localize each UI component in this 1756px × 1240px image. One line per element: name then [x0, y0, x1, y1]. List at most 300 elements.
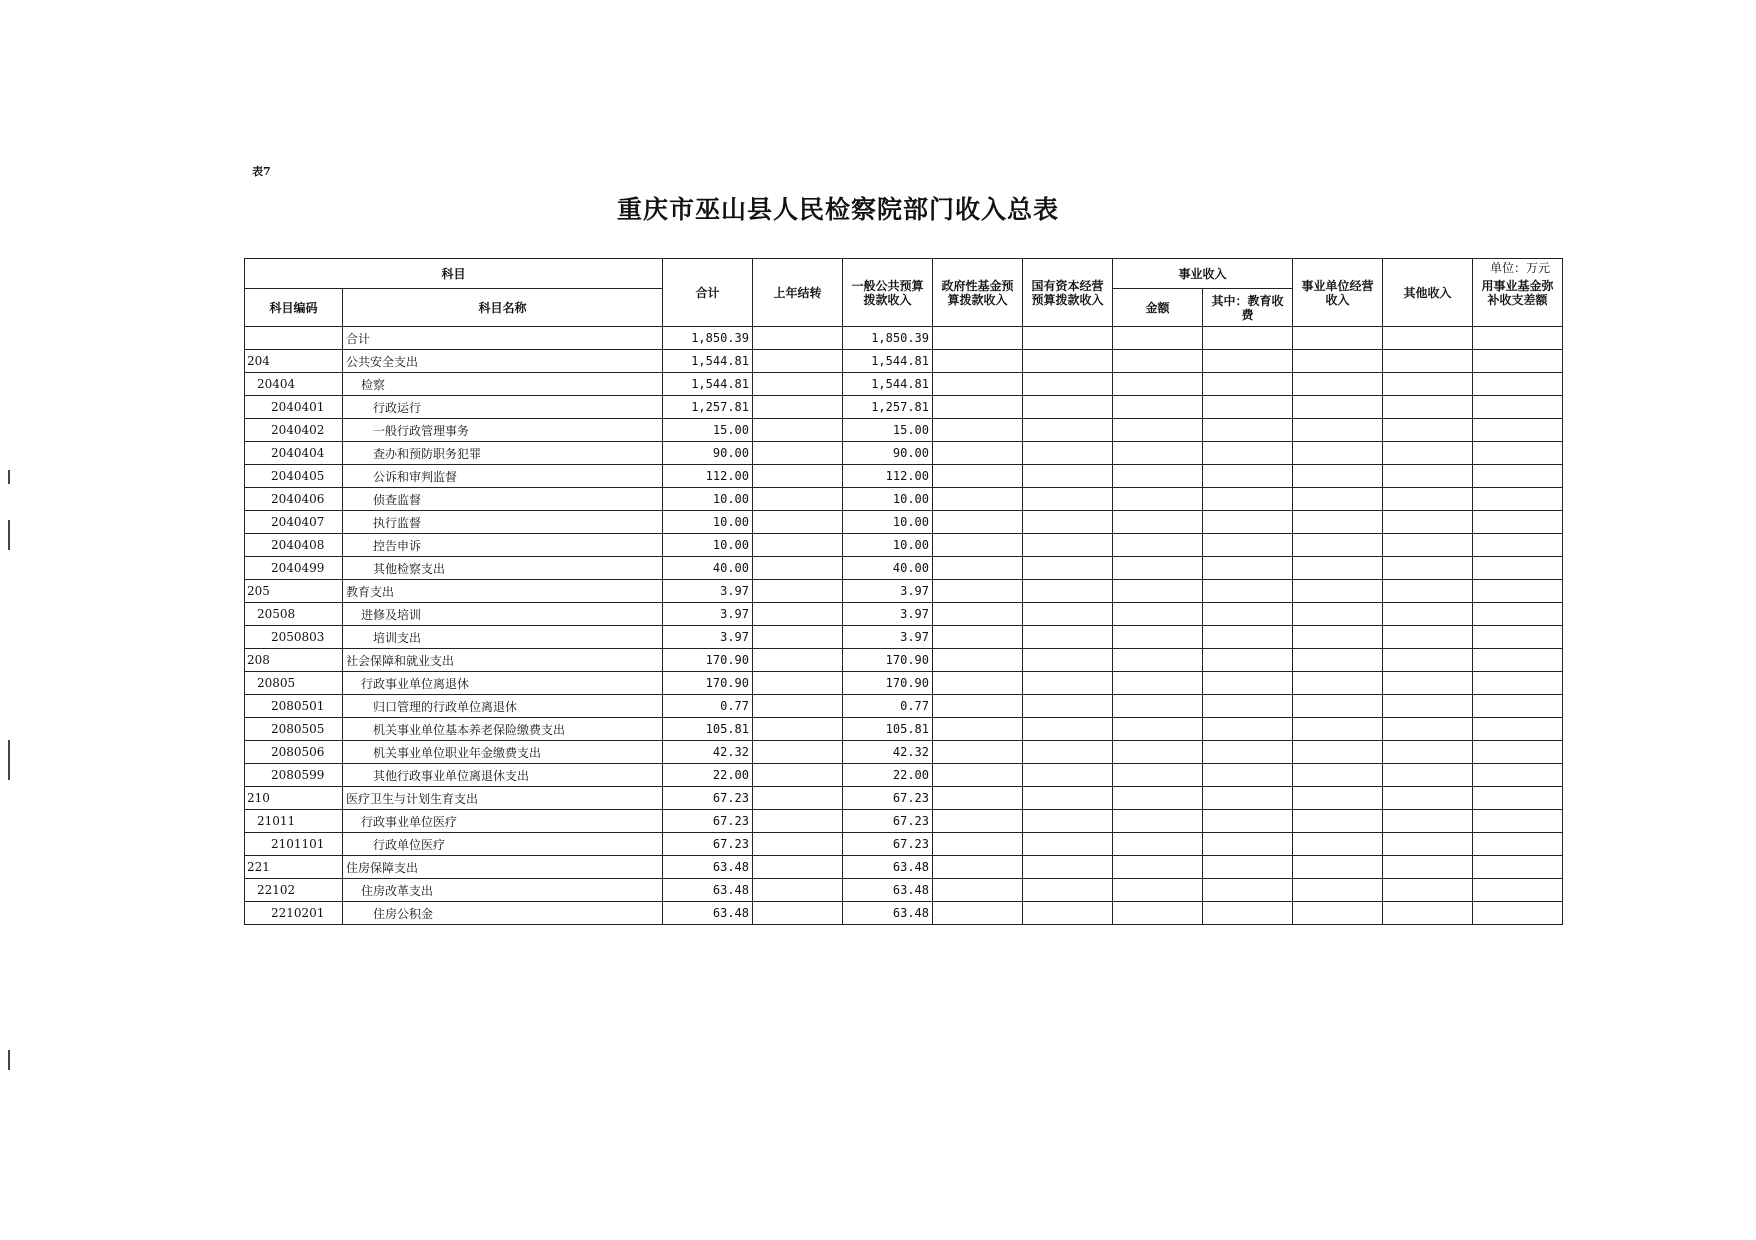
state-capital-cell	[1023, 442, 1113, 465]
unit-operating-cell	[1293, 649, 1383, 672]
unit-operating-cell	[1293, 373, 1383, 396]
subject-name-cell: 行政事业单位医疗	[343, 810, 663, 833]
general-cell: 67.23	[843, 833, 933, 856]
subject-name-cell: 教育支出	[343, 580, 663, 603]
unit-operating-cell	[1293, 465, 1383, 488]
carryover-cell	[753, 373, 843, 396]
unit-operating-cell	[1293, 580, 1383, 603]
fund-offset-cell	[1473, 902, 1563, 925]
subject-name-cell: 执行监督	[343, 511, 663, 534]
other-income-cell	[1383, 327, 1473, 350]
business-amount-cell	[1113, 511, 1203, 534]
education-fee-cell	[1203, 787, 1293, 810]
state-capital-cell	[1023, 764, 1113, 787]
state-capital-cell	[1023, 488, 1113, 511]
state-capital-cell	[1023, 741, 1113, 764]
subject-name-cell: 检察	[343, 373, 663, 396]
subject-name-cell: 控告申诉	[343, 534, 663, 557]
general-cell: 3.97	[843, 603, 933, 626]
gov-fund-cell	[933, 327, 1023, 350]
subject-name-cell: 其他行政事业单位离退休支出	[343, 764, 663, 787]
fund-offset-cell	[1473, 856, 1563, 879]
gov-fund-cell	[933, 419, 1023, 442]
fund-offset-cell	[1473, 580, 1563, 603]
general-cell: 105.81	[843, 718, 933, 741]
subject-code-cell: 208	[245, 649, 343, 672]
subject-name-cell: 医疗卫生与计划生育支出	[343, 787, 663, 810]
business-amount-cell	[1113, 534, 1203, 557]
carryover-cell	[753, 465, 843, 488]
general-cell: 10.00	[843, 488, 933, 511]
header-fund-offset: 用事业基金弥补收支差额	[1473, 259, 1563, 327]
table-row	[245, 419, 1563, 442]
carryover-cell	[753, 511, 843, 534]
subject-code-cell: 20805	[245, 672, 343, 695]
table-row	[245, 465, 1563, 488]
table-row	[245, 787, 1563, 810]
education-fee-cell	[1203, 810, 1293, 833]
business-amount-cell	[1113, 465, 1203, 488]
general-cell: 22.00	[843, 764, 933, 787]
other-income-cell	[1383, 764, 1473, 787]
state-capital-cell	[1023, 419, 1113, 442]
general-cell: 1,850.39	[843, 327, 933, 350]
table-row	[245, 856, 1563, 879]
education-fee-cell	[1203, 327, 1293, 350]
gov-fund-cell	[933, 672, 1023, 695]
unit-operating-cell	[1293, 787, 1383, 810]
business-amount-cell	[1113, 580, 1203, 603]
total-cell: 63.48	[663, 856, 753, 879]
table-row	[245, 649, 1563, 672]
state-capital-cell	[1023, 373, 1113, 396]
business-amount-cell	[1113, 810, 1203, 833]
state-capital-cell	[1023, 810, 1113, 833]
subject-code-cell: 2210201	[245, 902, 343, 925]
state-capital-cell	[1023, 718, 1113, 741]
gov-fund-cell	[933, 741, 1023, 764]
subject-code-cell: 2080501	[245, 695, 343, 718]
state-capital-cell	[1023, 557, 1113, 580]
table-row	[245, 350, 1563, 373]
unit-operating-cell	[1293, 557, 1383, 580]
total-cell: 105.81	[663, 718, 753, 741]
gov-fund-cell	[933, 879, 1023, 902]
gov-fund-cell	[933, 396, 1023, 419]
general-cell: 67.23	[843, 787, 933, 810]
subject-code-cell: 2080599	[245, 764, 343, 787]
carryover-cell	[753, 350, 843, 373]
subject-name-cell: 行政运行	[343, 396, 663, 419]
fund-offset-cell	[1473, 327, 1563, 350]
business-amount-cell	[1113, 557, 1203, 580]
business-amount-cell	[1113, 695, 1203, 718]
fund-offset-cell	[1473, 419, 1563, 442]
education-fee-cell	[1203, 465, 1293, 488]
business-amount-cell	[1113, 833, 1203, 856]
table-header	[245, 259, 1563, 327]
carryover-cell	[753, 488, 843, 511]
table-row	[245, 557, 1563, 580]
business-amount-cell	[1113, 373, 1203, 396]
subject-code-cell: 2040499	[245, 557, 343, 580]
state-capital-cell	[1023, 396, 1113, 419]
education-fee-cell	[1203, 672, 1293, 695]
subject-code-cell: 21011	[245, 810, 343, 833]
header-subject-group: 科目	[245, 259, 663, 289]
page-title: 重庆市巫山县人民检察院部门收入总表	[616, 195, 1059, 224]
education-fee-cell	[1203, 488, 1293, 511]
header-business-amount: 金额	[1113, 289, 1203, 327]
gov-fund-cell	[933, 557, 1023, 580]
carryover-cell	[753, 419, 843, 442]
unit-operating-cell	[1293, 810, 1383, 833]
income-summary-table	[244, 258, 1563, 925]
unit-operating-cell	[1293, 488, 1383, 511]
unit-operating-cell	[1293, 833, 1383, 856]
gov-fund-cell	[933, 649, 1023, 672]
unit-operating-cell	[1293, 534, 1383, 557]
other-income-cell	[1383, 580, 1473, 603]
unit-operating-cell	[1293, 603, 1383, 626]
unit-operating-cell	[1293, 511, 1383, 534]
general-cell: 1,544.81	[843, 373, 933, 396]
total-cell: 67.23	[663, 810, 753, 833]
unit-label: 单位：万元	[1490, 261, 1551, 275]
fund-offset-cell	[1473, 649, 1563, 672]
state-capital-cell	[1023, 327, 1113, 350]
state-capital-cell	[1023, 626, 1113, 649]
fund-offset-cell	[1473, 465, 1563, 488]
general-cell: 63.48	[843, 856, 933, 879]
fund-offset-cell	[1473, 511, 1563, 534]
subject-name-cell: 一般行政管理事务	[343, 419, 663, 442]
state-capital-cell	[1023, 511, 1113, 534]
table-row	[245, 534, 1563, 557]
total-cell: 3.97	[663, 626, 753, 649]
carryover-cell	[753, 580, 843, 603]
other-income-cell	[1383, 373, 1473, 396]
other-income-cell	[1383, 419, 1473, 442]
other-income-cell	[1383, 396, 1473, 419]
education-fee-cell	[1203, 626, 1293, 649]
gov-fund-cell	[933, 534, 1023, 557]
other-income-cell	[1383, 465, 1473, 488]
total-cell: 1,850.39	[663, 327, 753, 350]
carryover-cell	[753, 718, 843, 741]
general-cell: 1,257.81	[843, 396, 933, 419]
education-fee-cell	[1203, 511, 1293, 534]
other-income-cell	[1383, 511, 1473, 534]
table-row	[245, 741, 1563, 764]
education-fee-cell	[1203, 442, 1293, 465]
other-income-cell	[1383, 534, 1473, 557]
table-row	[245, 833, 1563, 856]
header-general-budget: 一般公共预算拨款收入	[843, 259, 933, 327]
state-capital-cell	[1023, 649, 1113, 672]
state-capital-cell	[1023, 879, 1113, 902]
business-amount-cell	[1113, 442, 1203, 465]
general-cell: 15.00	[843, 419, 933, 442]
table-row	[245, 810, 1563, 833]
other-income-cell	[1383, 626, 1473, 649]
subject-code-cell: 2040405	[245, 465, 343, 488]
unit-operating-cell	[1293, 741, 1383, 764]
gov-fund-cell	[933, 488, 1023, 511]
business-amount-cell	[1113, 649, 1203, 672]
other-income-cell	[1383, 649, 1473, 672]
state-capital-cell	[1023, 603, 1113, 626]
unit-operating-cell	[1293, 626, 1383, 649]
state-capital-cell	[1023, 534, 1113, 557]
total-cell: 3.97	[663, 603, 753, 626]
subject-name-cell: 培训支出	[343, 626, 663, 649]
education-fee-cell	[1203, 419, 1293, 442]
unit-operating-cell	[1293, 419, 1383, 442]
carryover-cell	[753, 833, 843, 856]
subject-code-cell: 205	[245, 580, 343, 603]
education-fee-cell	[1203, 902, 1293, 925]
unit-operating-cell	[1293, 396, 1383, 419]
header-education-fee: 其中：教育收费	[1203, 289, 1293, 327]
education-fee-cell	[1203, 534, 1293, 557]
fund-offset-cell	[1473, 764, 1563, 787]
total-cell: 63.48	[663, 879, 753, 902]
gov-fund-cell	[933, 511, 1023, 534]
subject-name-cell: 行政事业单位离退休	[343, 672, 663, 695]
total-cell: 10.00	[663, 511, 753, 534]
business-amount-cell	[1113, 764, 1203, 787]
subject-name-cell: 其他检察支出	[343, 557, 663, 580]
total-cell: 0.77	[663, 695, 753, 718]
education-fee-cell	[1203, 557, 1293, 580]
other-income-cell	[1383, 902, 1473, 925]
general-cell: 42.32	[843, 741, 933, 764]
general-cell: 10.00	[843, 534, 933, 557]
subject-name-cell: 公共安全支出	[343, 350, 663, 373]
table-row	[245, 580, 1563, 603]
general-cell: 67.23	[843, 810, 933, 833]
table-row	[245, 879, 1563, 902]
carryover-cell	[753, 879, 843, 902]
gov-fund-cell	[933, 626, 1023, 649]
fund-offset-cell	[1473, 350, 1563, 373]
subject-name-cell: 住房公积金	[343, 902, 663, 925]
scan-edge-mark	[8, 520, 10, 550]
total-cell: 1,544.81	[663, 350, 753, 373]
unit-operating-cell	[1293, 718, 1383, 741]
subject-code-cell: 2050803	[245, 626, 343, 649]
general-cell: 40.00	[843, 557, 933, 580]
business-amount-cell	[1113, 741, 1203, 764]
fund-offset-cell	[1473, 396, 1563, 419]
gov-fund-cell	[933, 695, 1023, 718]
carryover-cell	[753, 442, 843, 465]
unit-operating-cell	[1293, 672, 1383, 695]
business-amount-cell	[1113, 787, 1203, 810]
gov-fund-cell	[933, 465, 1023, 488]
table-row	[245, 327, 1563, 350]
unit-operating-cell	[1293, 856, 1383, 879]
general-cell: 1,544.81	[843, 350, 933, 373]
other-income-cell	[1383, 350, 1473, 373]
total-cell: 67.23	[663, 787, 753, 810]
gov-fund-cell	[933, 810, 1023, 833]
table-row	[245, 718, 1563, 741]
state-capital-cell	[1023, 350, 1113, 373]
subject-name-cell: 归口管理的行政单位离退休	[343, 695, 663, 718]
state-capital-cell	[1023, 465, 1113, 488]
header-subject-code: 科目编码	[245, 289, 343, 327]
table-row	[245, 764, 1563, 787]
total-cell: 170.90	[663, 649, 753, 672]
education-fee-cell	[1203, 373, 1293, 396]
subject-name-cell: 机关事业单位职业年金缴费支出	[343, 741, 663, 764]
total-cell: 90.00	[663, 442, 753, 465]
subject-code-cell: 204	[245, 350, 343, 373]
general-cell: 0.77	[843, 695, 933, 718]
other-income-cell	[1383, 718, 1473, 741]
business-amount-cell	[1113, 488, 1203, 511]
education-fee-cell	[1203, 879, 1293, 902]
total-cell: 42.32	[663, 741, 753, 764]
subject-code-cell: 221	[245, 856, 343, 879]
gov-fund-cell	[933, 902, 1023, 925]
other-income-cell	[1383, 810, 1473, 833]
carryover-cell	[753, 557, 843, 580]
carryover-cell	[753, 695, 843, 718]
total-cell: 10.00	[663, 534, 753, 557]
education-fee-cell	[1203, 741, 1293, 764]
other-income-cell	[1383, 695, 1473, 718]
header-gov-fund: 政府性基金预算拨款收入	[933, 259, 1023, 327]
fund-offset-cell	[1473, 833, 1563, 856]
fund-offset-cell	[1473, 373, 1563, 396]
fund-offset-cell	[1473, 534, 1563, 557]
header-total: 合计	[663, 259, 753, 327]
unit-operating-cell	[1293, 695, 1383, 718]
unit-operating-cell	[1293, 350, 1383, 373]
other-income-cell	[1383, 741, 1473, 764]
table-row	[245, 902, 1563, 925]
education-fee-cell	[1203, 718, 1293, 741]
subject-name-cell: 行政单位医疗	[343, 833, 663, 856]
subject-code-cell: 2101101	[245, 833, 343, 856]
business-amount-cell	[1113, 879, 1203, 902]
business-amount-cell	[1113, 856, 1203, 879]
table-row	[245, 488, 1563, 511]
business-amount-cell	[1113, 672, 1203, 695]
education-fee-cell	[1203, 580, 1293, 603]
business-amount-cell	[1113, 902, 1203, 925]
scan-edge-mark	[8, 740, 10, 780]
subject-code-cell: 2040401	[245, 396, 343, 419]
subject-name-cell: 住房保障支出	[343, 856, 663, 879]
gov-fund-cell	[933, 833, 1023, 856]
gov-fund-cell	[933, 580, 1023, 603]
state-capital-cell	[1023, 787, 1113, 810]
state-capital-cell	[1023, 580, 1113, 603]
carryover-cell	[753, 327, 843, 350]
education-fee-cell	[1203, 695, 1293, 718]
total-cell: 170.90	[663, 672, 753, 695]
total-cell: 3.97	[663, 580, 753, 603]
unit-operating-cell	[1293, 442, 1383, 465]
carryover-cell	[753, 787, 843, 810]
fund-offset-cell	[1473, 672, 1563, 695]
header-business-income: 事业收入	[1113, 259, 1293, 289]
gov-fund-cell	[933, 442, 1023, 465]
gov-fund-cell	[933, 373, 1023, 396]
education-fee-cell	[1203, 833, 1293, 856]
fund-offset-cell	[1473, 488, 1563, 511]
gov-fund-cell	[933, 603, 1023, 626]
subject-name-cell: 住房改革支出	[343, 879, 663, 902]
carryover-cell	[753, 810, 843, 833]
business-amount-cell	[1113, 350, 1203, 373]
subject-name-cell: 进修及培训	[343, 603, 663, 626]
header-unit-operating: 事业单位经营收入	[1293, 259, 1383, 327]
business-amount-cell	[1113, 396, 1203, 419]
gov-fund-cell	[933, 856, 1023, 879]
table-row	[245, 603, 1563, 626]
general-cell: 3.97	[843, 580, 933, 603]
other-income-cell	[1383, 488, 1473, 511]
general-cell: 170.90	[843, 649, 933, 672]
carryover-cell	[753, 672, 843, 695]
subject-code-cell: 210	[245, 787, 343, 810]
general-cell: 10.00	[843, 511, 933, 534]
gov-fund-cell	[933, 350, 1023, 373]
carryover-cell	[753, 534, 843, 557]
state-capital-cell	[1023, 695, 1113, 718]
table-row	[245, 396, 1563, 419]
general-cell: 112.00	[843, 465, 933, 488]
education-fee-cell	[1203, 603, 1293, 626]
fund-offset-cell	[1473, 741, 1563, 764]
subject-name-cell: 公诉和审判监督	[343, 465, 663, 488]
business-amount-cell	[1113, 626, 1203, 649]
fund-offset-cell	[1473, 442, 1563, 465]
subject-code-cell: 20404	[245, 373, 343, 396]
unit-operating-cell	[1293, 879, 1383, 902]
header-other-income: 其他收入	[1383, 259, 1473, 327]
total-cell: 15.00	[663, 419, 753, 442]
total-cell: 63.48	[663, 902, 753, 925]
table-body	[245, 327, 1563, 925]
fund-offset-cell	[1473, 626, 1563, 649]
other-income-cell	[1383, 833, 1473, 856]
state-capital-cell	[1023, 833, 1113, 856]
fund-offset-cell	[1473, 603, 1563, 626]
fund-offset-cell	[1473, 879, 1563, 902]
table-number-label: 表7	[252, 165, 271, 178]
education-fee-cell	[1203, 764, 1293, 787]
subject-code-cell: 2040407	[245, 511, 343, 534]
table-row	[245, 695, 1563, 718]
header-carryover: 上年结转	[753, 259, 843, 327]
business-amount-cell	[1113, 718, 1203, 741]
subject-code-cell: 2040408	[245, 534, 343, 557]
gov-fund-cell	[933, 787, 1023, 810]
business-amount-cell	[1113, 327, 1203, 350]
other-income-cell	[1383, 603, 1473, 626]
total-cell: 112.00	[663, 465, 753, 488]
carryover-cell	[753, 649, 843, 672]
state-capital-cell	[1023, 856, 1113, 879]
total-cell: 1,544.81	[663, 373, 753, 396]
subject-name-cell: 社会保障和就业支出	[343, 649, 663, 672]
